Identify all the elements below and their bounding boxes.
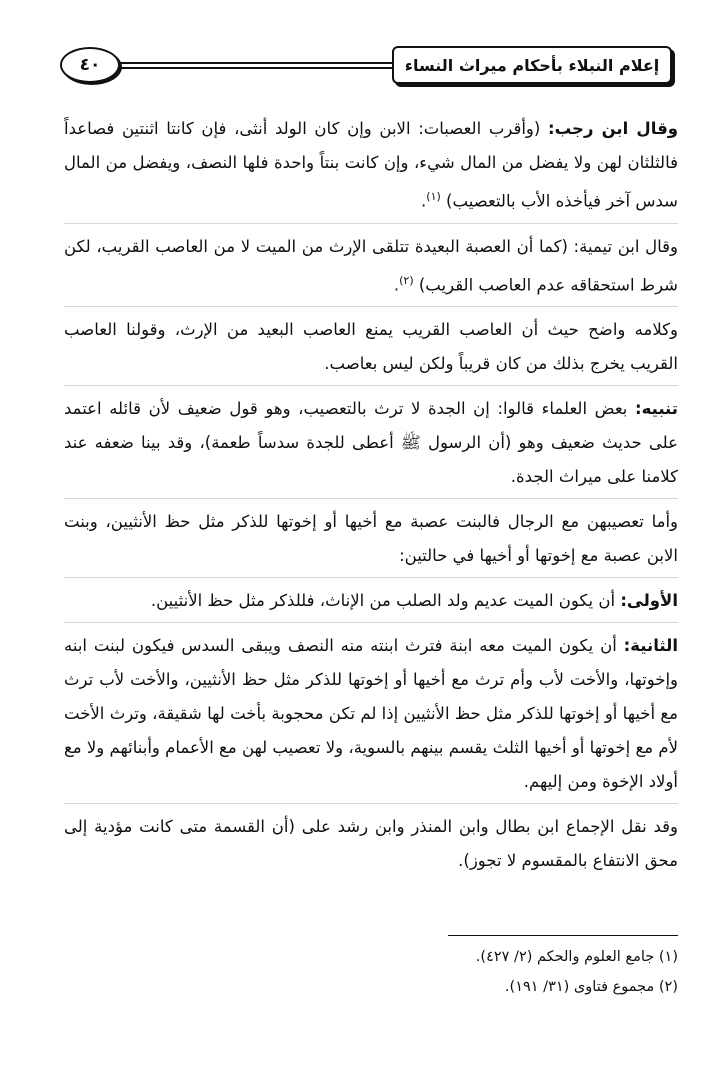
paragraph-lead: وقال ابن رجب: [547, 119, 679, 138]
header-rule [120, 62, 392, 69]
paragraph [64, 810, 678, 882]
paragraph-text: أن يكون الميت عديم ولد الصلب من الإناث، فللذكر مثل حظ الأنثيين. [150, 591, 621, 610]
page-number: ٤٠ [60, 47, 120, 83]
paragraph-text: بعض العلماء قالوا: إن الجدة لا ترث بالتعصيب، وهو قول ضعيف لأن قائله اعتمد على حديث ضعيف وهو (أن الرسول ﷺ أعطى للجدة سدساً طعمة)، وقد بينا ضعفه عند كلامنا على ميراث الجدة. [64, 399, 678, 486]
paragraph-lead: الثانية: [623, 636, 678, 655]
paragraph [64, 392, 678, 499]
paragraph-text: وكلامه واضح حيث أن العاصب القريب يمنع العاصب البعيد من الإرث، وقولنا العاصب القريب يخرج بذلك من كان قريباً ولكن ليس بعاصب. [64, 320, 678, 373]
page-header [60, 46, 672, 86]
paragraph-lead: الأولى: [620, 591, 678, 610]
paragraph [64, 505, 678, 578]
paragraph-tail: . [393, 275, 400, 294]
paragraph-tail: . [421, 191, 427, 211]
paragraph-text: أن يكون الميت معه ابنة فترث ابنته منه النصف ويبقى السدس فيكون لبنت ابنه وإخوتها، والأخت لأب وأم ترث مع أخيها أو إخوتها للذكر مثل حظ الأنثيين، والأخت لأب ترث مع أخيها أو إخوتها للذكر مثل حظ الأنثيين إذا لم تكن محجوبة بأخت لها شقيقة، وترث الأخت لأم مع إخوتها أو أخيها الثلث يقسم بينهم بالسوية، ولا تعصيب لهن مع الأعمام وأبنائهم ولا مع أولاد الإخوة ومن إليهم. [64, 636, 678, 791]
paragraph-text: (وأقرب العصبات: الابن وإن كان الولد أنثى، فإن كانتا اثنتين فصاعداً فالثلثان لهن ولا يفضل من المال شيء، وإن كانت بنتاً واحدة فلها النصف، ويفضل من المال سدس آخر فيأخذه الأب بالتعصيب) [64, 119, 678, 211]
paragraph-text: وقد نقل الإجماع ابن بطال وابن المنذر وابن رشد على (أن القسمة متى كانت مؤدية إلى محق الانتفاع بالمقسوم لا تجوز). [64, 817, 678, 870]
paragraph [64, 629, 678, 804]
book-title: إعلام النبلاء بأحكام ميراث النساء [392, 46, 672, 84]
paragraph-lead: تنبيه: [634, 399, 678, 418]
paragraph-text: وأما تعصيبهن مع الرجال فالبنت عصبة مع أخيها أو إخوتها للذكر مثل حظ الأنثيين، وبنت الابن عصبة مع إخوتها أو أخيها في حالتين: [64, 512, 678, 565]
footnote-item: (١) جامع العلوم والحكم (٢/ ٤٢٧). [475, 949, 678, 965]
footnote-ref: (٢) [399, 273, 414, 287]
paragraph [64, 313, 678, 386]
footnote-divider [448, 935, 678, 936]
footnotes [64, 935, 678, 1002]
footnote-item: (٢) مجموع فتاوى (٣١/ ١٩١). [504, 979, 678, 995]
paragraph [64, 112, 678, 224]
paragraph [64, 584, 678, 623]
page-body [64, 112, 678, 888]
footnote-ref: (١) [426, 190, 441, 203]
paragraph-text: وقال ابن تيمية: (كما أن العصبة البعيدة تتلقى الإرث من الميت لا من العاصب القريب، لكن شرط استحقاقه عدم العاصب القريب) [64, 236, 678, 294]
paragraph [64, 230, 678, 308]
